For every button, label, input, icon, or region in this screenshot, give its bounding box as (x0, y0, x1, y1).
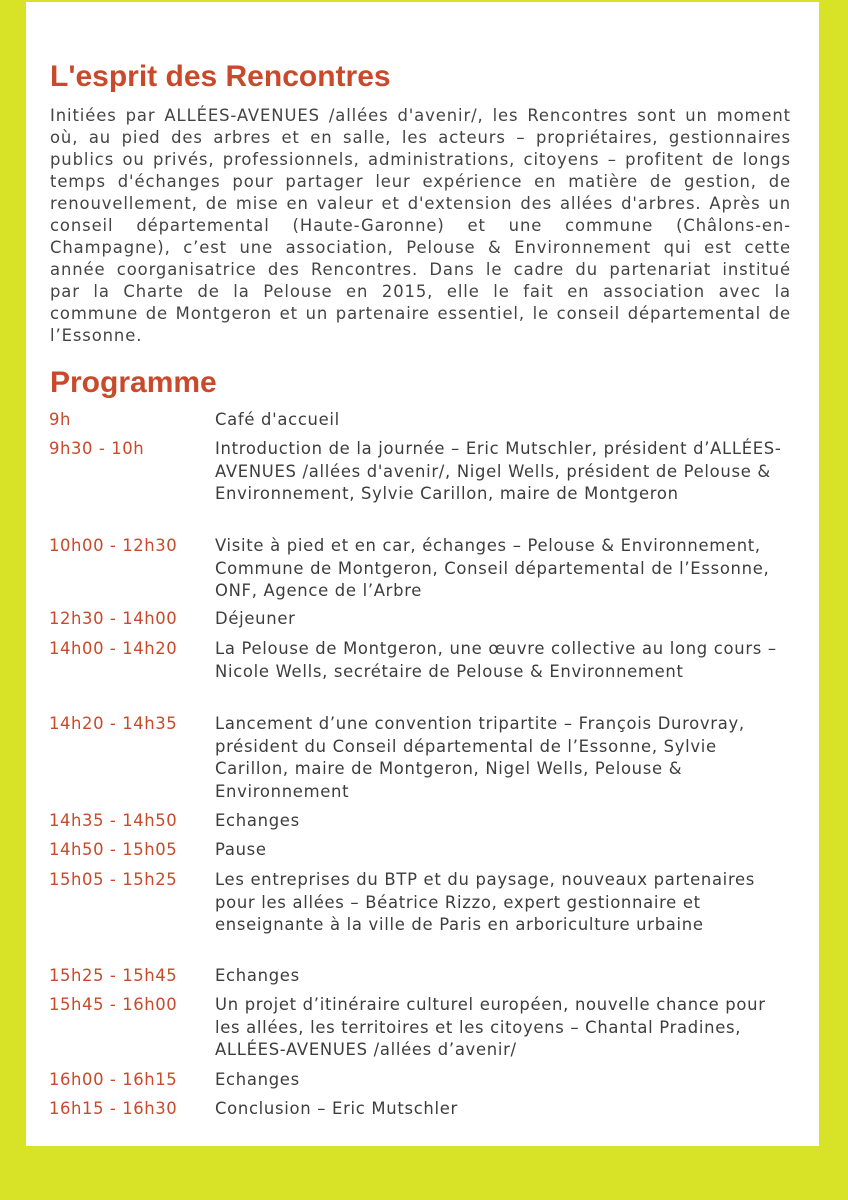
program-time: 15h25 - 15h45 (49, 966, 178, 985)
program-time: 15h05 - 15h25 (49, 870, 178, 889)
program-description: Conclusion – Eric Mutschler (215, 1099, 458, 1118)
program-time: 9h (49, 410, 72, 429)
program-time: 9h30 - 10h (49, 439, 145, 458)
spirit-heading: L'esprit des Rencontres (50, 60, 391, 93)
program-time: 16h00 - 16h15 (49, 1070, 178, 1089)
program-description: Visite à pied et en car, échanges – Pelouse & Environnement, Commune de Montgeron, Conseil départemental de l’Essonne, ONF, Agence de l’Arbre (215, 536, 770, 601)
program-time: 14h00 - 14h20 (49, 639, 178, 658)
program-description: Echanges (215, 1070, 300, 1089)
program-heading: Programme (50, 366, 217, 399)
program-description: Déjeuner (215, 609, 296, 628)
program-time: 14h50 - 15h05 (49, 840, 178, 859)
program-time: 10h00 - 12h30 (49, 536, 178, 555)
program-description: Lancement d’une convention tripartite – François Durovray, président du Conseil départemental de l’Essonne, Sylvie Carillon, maire de Montgeron, Nigel Wells, Pelouse & Environnement (215, 714, 745, 801)
program-description: Echanges (215, 966, 300, 985)
program-time: 15h45 - 16h00 (49, 995, 178, 1014)
program-time: 16h15 - 16h30 (49, 1099, 178, 1118)
program-description: Introduction de la journée – Eric Mutschler, président d’ALLÉES-AVENUES /allées d'avenir/, Nigel Wells, président de Pelouse & Environnement, Sylvie Carillon, maire de Montgeron (215, 439, 782, 504)
program-description: La Pelouse de Montgeron, une œuvre collective au long cours – Nicole Wells, secrétaire de Pelouse & Environnement (215, 639, 777, 681)
program-description: Echanges (215, 811, 300, 830)
program-time: 14h20 - 14h35 (49, 714, 178, 733)
program-time: 14h35 - 14h50 (49, 811, 178, 830)
program-description: Les entreprises du BTP et du paysage, nouveaux partenaires pour les allées – Béatrice Rizzo, expert gestionnaire et enseignante à la ville de Paris en arboriculture urbaine (215, 870, 756, 935)
spirit-paragraph: Initiées par ALLÉES-AVENUES /allées d'avenir/, les Rencontres sont un moment où, au pied des arbres et en salle, les acteurs – propriétaires, gestionnaires publics ou privés, professionnels, administrations, citoyens – profitent de longs temps d'échanges pour partager leur expérience en matière de gestion, de renouvellement, de mise en valeur et d'extension des allées d'arbres. Après un conseil départemental (Haute-Garonne) et une commune (Châlons-en-Champagne), c’est une association, Pelouse & Environnement qui est cette année coorganisatrice des Rencontres. Dans le cadre du partenariat institué par la Charte de la Pelouse en 2015, elle le fait en association avec la commune de Montgeron et un partenaire essentiel, le conseil départemental de l’Essonne. (50, 106, 791, 345)
program-time: 12h30 - 14h00 (49, 609, 178, 628)
program-description: Pause (215, 840, 267, 859)
program-description: Un projet d’itinéraire culturel européen, nouvelle chance pour les allées, les territoires et les citoyens – Chantal Pradines, ALLÉES-AVENUES /allées d’avenir/ (215, 995, 766, 1060)
page-sheet (26, 2, 819, 1146)
program-description: Café d'accueil (215, 410, 340, 429)
